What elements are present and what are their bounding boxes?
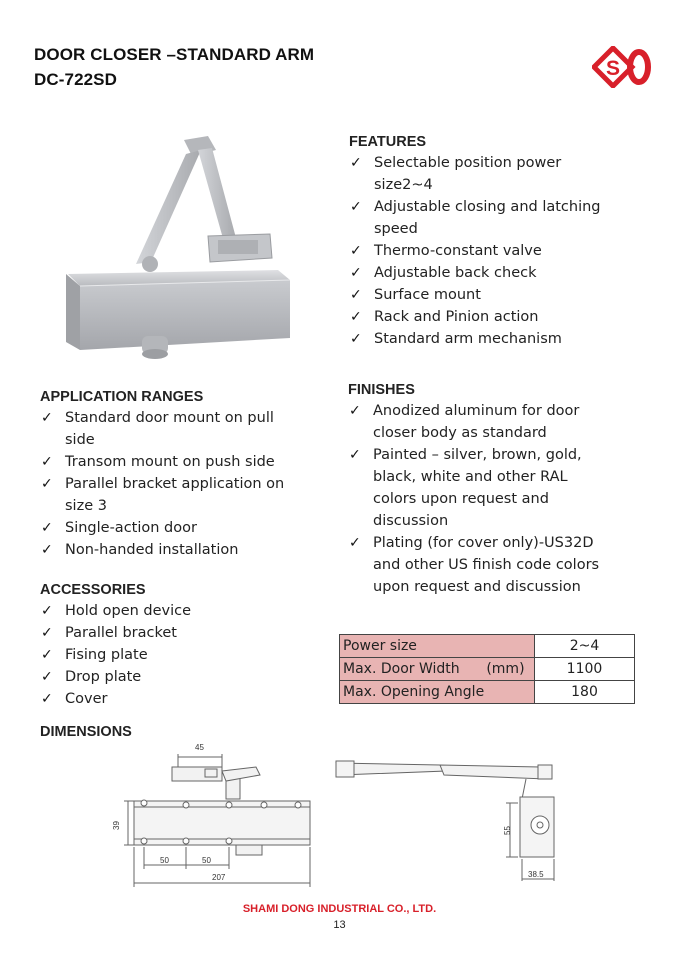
finishes-item-text: upon request and discussion [373, 579, 581, 595]
spec-label: Max. Opening Angle [340, 681, 535, 704]
checkmark-icon: ✓ [349, 403, 361, 419]
features-list [349, 152, 649, 350]
checkmark-icon: ✓ [350, 309, 362, 325]
spec-row [340, 635, 635, 658]
application-item [40, 473, 330, 517]
dim-length: 207 [212, 873, 226, 882]
application-item-text: Single-action door [65, 520, 197, 536]
checkmark-icon: ✓ [41, 476, 53, 492]
finishes-item-text: colors upon request and [373, 491, 549, 507]
page-title: DOOR CLOSER –STANDARD ARM [34, 45, 315, 64]
spec-table [339, 634, 635, 704]
checkmark-icon: ✓ [41, 410, 53, 426]
accessories-item [40, 600, 330, 622]
checkmark-icon: ✓ [41, 454, 53, 470]
dim-side-depth: 38.5 [528, 870, 544, 879]
front-view [112, 743, 310, 887]
features-item-text: size2~4 [374, 177, 433, 193]
application-heading: APPLICATION RANGES [40, 389, 204, 405]
dim-height: 39 [112, 821, 121, 830]
door-closer-image [58, 130, 328, 366]
accessories-item [40, 688, 330, 710]
application-item [40, 539, 330, 561]
features-item-text: Adjustable back check [374, 265, 537, 281]
accessories-section [40, 582, 330, 710]
checkmark-icon: ✓ [350, 287, 362, 303]
checkmark-icon: ✓ [350, 331, 362, 347]
checkmark-icon: ✓ [41, 520, 53, 536]
features-section [349, 134, 649, 350]
application-item [40, 407, 330, 451]
accessories-item-text: Fising plate [65, 647, 148, 663]
accessories-item-text: Drop plate [65, 669, 142, 685]
spec-row [340, 658, 635, 681]
finishes-heading: FINISHES [348, 382, 415, 398]
checkmark-icon: ✓ [349, 535, 361, 551]
finishes-section [348, 382, 648, 598]
finishes-item [348, 400, 648, 444]
brand-logo [592, 46, 652, 88]
checkmark-icon: ✓ [350, 265, 362, 281]
spec-value: 180 [535, 681, 635, 704]
features-item [349, 328, 649, 350]
side-view [336, 761, 554, 881]
application-item-text: size 3 [65, 498, 107, 514]
accessories-item [40, 622, 330, 644]
features-item [349, 240, 649, 262]
checkmark-icon: ✓ [350, 199, 362, 215]
accessories-item-text: Cover [65, 691, 108, 707]
features-item-text: speed [374, 221, 418, 237]
checkmark-icon: ✓ [41, 542, 53, 558]
finishes-item-text: Anodized aluminum for door [373, 403, 580, 419]
features-item-text: Surface mount [374, 287, 481, 303]
accessories-item [40, 644, 330, 666]
spec-value: 2~4 [535, 635, 635, 658]
features-item [349, 152, 649, 196]
dimensions-heading: DIMENSIONS [40, 724, 132, 740]
features-item-text: Selectable position power [374, 155, 562, 171]
application-item-text: Non-handed installation [65, 542, 239, 558]
svg-text:S: S [605, 57, 621, 80]
checkmark-icon: ✓ [41, 625, 53, 641]
finishes-item-text: discussion [373, 513, 449, 529]
checkmark-icon: ✓ [350, 243, 362, 259]
accessories-list [40, 600, 330, 710]
features-item [349, 262, 649, 284]
checkmark-icon: ✓ [350, 155, 362, 171]
dim-top-width: 45 [195, 743, 204, 752]
features-item-text: Thermo-constant valve [374, 243, 542, 259]
spec-label: Max. Door Width (mm) [340, 658, 535, 681]
application-item-text: Transom mount on push side [65, 454, 275, 470]
accessories-heading: ACCESSORIES [40, 582, 146, 598]
finishes-item-text: closer body as standard [373, 425, 547, 441]
finishes-item [348, 532, 648, 598]
application-list [40, 407, 330, 561]
accessories-item-text: Parallel bracket [65, 625, 177, 641]
features-item-text: Standard arm mechanism [374, 331, 562, 347]
application-item-text: side [65, 432, 95, 448]
features-heading: FEATURES [349, 134, 427, 150]
application-section [40, 389, 330, 561]
accessories-item [40, 666, 330, 688]
dimension-drawing [0, 735, 679, 895]
dim-side-height: 55 [503, 826, 512, 835]
finishes-item-text: and other US finish code colors [373, 557, 600, 573]
finishes-item [348, 444, 648, 532]
application-item [40, 451, 330, 473]
application-item-text: Standard door mount on pull [65, 410, 274, 426]
features-item [349, 196, 649, 240]
spec-label: Power size [340, 635, 535, 658]
checkmark-icon: ✓ [41, 691, 53, 707]
footer-company: SHAMI DONG INDUSTRIAL CO., LTD. [242, 903, 437, 915]
application-item [40, 517, 330, 539]
checkmark-icon: ✓ [41, 603, 53, 619]
features-item-text: Rack and Pinion action [374, 309, 539, 325]
features-item-text: Adjustable closing and latching [374, 199, 601, 215]
dim-hole-1: 50 [160, 856, 169, 865]
accessories-item-text: Hold open device [65, 603, 192, 619]
finishes-item-text: Plating (for cover only)-US32D [373, 535, 594, 551]
checkmark-icon: ✓ [41, 647, 53, 663]
spec-row [340, 681, 635, 704]
finishes-list [348, 400, 648, 598]
features-item [349, 284, 649, 306]
page-number: 13 [333, 919, 346, 931]
dim-hole-2: 50 [202, 856, 211, 865]
features-item [349, 306, 649, 328]
application-item-text: Parallel bracket application on [65, 476, 285, 492]
checkmark-icon: ✓ [349, 447, 361, 463]
model-number: DC-722SD [34, 70, 117, 89]
finishes-item-text: Painted – silver, brown, gold, [373, 447, 582, 463]
finishes-item-text: black, white and other RAL [373, 469, 568, 485]
spec-value: 1100 [535, 658, 635, 681]
checkmark-icon: ✓ [41, 669, 53, 685]
